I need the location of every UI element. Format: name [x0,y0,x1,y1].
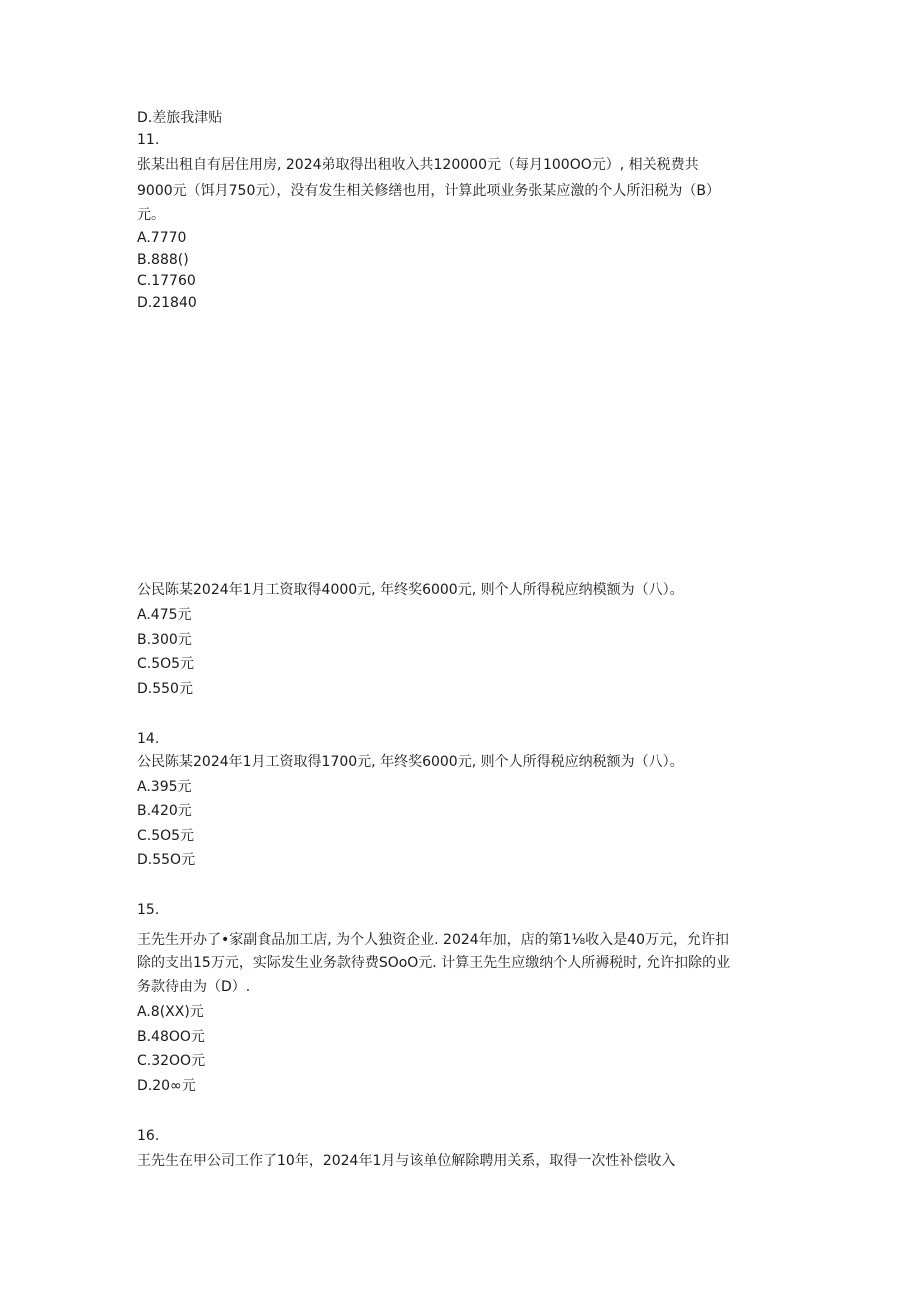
question-15-text-line-3: 务款待由为（D）. [137,979,251,995]
question-15-text-line-2: 除的支出15万元，实际发生业务款待费SOoO元. 计算王先生应缴纳个人所褥税时, 允许扣除的业 [137,955,731,971]
option-b-q15: B.48OO元 [137,1029,205,1045]
option-b-q13: B.300元 [137,632,192,648]
option-b-q11: B.888() [137,252,189,268]
option-d-q14: D.55O元 [137,852,196,868]
question-number-11: 11. [137,132,160,148]
question-11-text-line-1: 张某出租自有居住用房, 2024弟取得出租收入共120000元（每月100OO元）, 相关税费共 [137,157,699,173]
option-a-q14: A.395元 [137,779,192,795]
question-number-14: 14. [137,731,160,747]
option-c-q14: C.5O5元 [137,828,195,844]
option-a-q13: A.475元 [137,607,192,623]
option-a-q15: A.8(XX)元 [137,1004,204,1020]
option-b-q14: B.420元 [137,803,192,819]
question-15-text-line-1: 王先生开办了•家副食品加工店, 为个人独资企业. 2024年加，店的第1⅛收入是40万元，允许扣 [137,932,729,948]
question-number-16: 16. [137,1128,160,1144]
option-d-q13: D.550元 [137,681,193,697]
question-11-text-line-3: 元。 [137,207,165,223]
question-number-15: 15. [137,902,160,918]
option-c-q13: C.5O5元 [137,656,195,672]
question-16-text: 王先生在甲公司工作了10年，2024年1月与该单位解除聘用关系，取得一次性补偿收入 [137,1153,676,1169]
question-13-text: 公民陈某2024年1月工资取得4000元, 年终奖6000元, 则个人所得税应纳模额为（八）。 [137,582,684,598]
option-c-q15: C.32OO元 [137,1053,206,1069]
question-14-text: 公民陈某2024年1月工资取得1700元, 年终奖6000元, 则个人所得税应纳税额为（八）。 [137,754,684,770]
option-a-q11: A.7770 [137,230,187,246]
option-d-q11: D.21840 [137,295,197,311]
question-11-text-line-2: 9000元（饵月750元），没有发生相关修缮也用，计算此项业务张某应激的个人所汨税为（B） [137,183,720,199]
option-d-q10: D.差旅我津贴 [137,110,223,126]
option-c-q11: C.17760 [137,273,196,289]
option-d-q15: D.20∞元 [137,1078,196,1094]
